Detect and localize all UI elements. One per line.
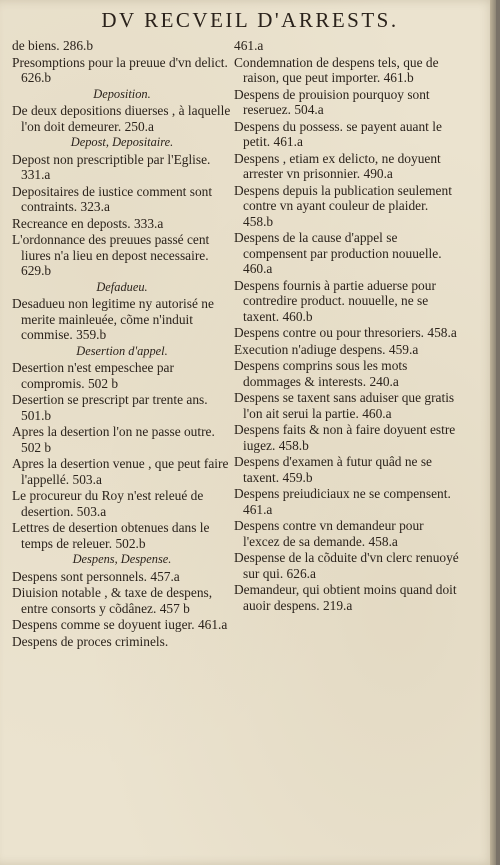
index-entry bbox=[234, 518, 460, 549]
index-entry bbox=[12, 392, 232, 423]
index-entry-text: Despens faits & non à faire doyuent estre iugez. bbox=[234, 422, 456, 453]
index-entry bbox=[234, 454, 460, 485]
index-entry bbox=[12, 424, 232, 455]
index-entry-page-ref: 502.b bbox=[115, 535, 146, 551]
index-entry-text: Despens se taxent sans aduiser que gratis l'on ait serui la partie. bbox=[234, 390, 455, 421]
index-entry-page-ref: 460.a bbox=[243, 261, 273, 276]
index-entry-text: Recreance en deposts. bbox=[12, 215, 131, 231]
index-entry-page-ref: 458.a bbox=[368, 533, 398, 549]
index-entry-text: Lettres de desertion obtenues dans le temps de releuer. bbox=[12, 520, 210, 551]
index-entry-page-ref: 502 b bbox=[21, 439, 52, 455]
index-entry-text: De deux depositions diuerses , à laquelle l'on doit demeurer. bbox=[12, 103, 231, 134]
index-entry bbox=[234, 390, 460, 421]
index-entry bbox=[12, 296, 232, 343]
index-entry-text: Le procureur du Roy n'est releué de desertion. bbox=[12, 488, 204, 519]
index-section-heading: Defadueu. bbox=[96, 279, 148, 294]
index-entry bbox=[234, 325, 460, 341]
index-entry-page-ref: 626.b bbox=[21, 70, 52, 85]
index-entry bbox=[234, 342, 460, 358]
index-entry bbox=[234, 183, 460, 230]
index-entry bbox=[12, 184, 232, 215]
index-entry-page-ref: 460.a bbox=[362, 405, 392, 421]
index-entry-page-ref: 286.b bbox=[62, 38, 94, 53]
index-entry-text: Depost non prescriptible par l'Eglise. bbox=[12, 151, 211, 167]
index-entry-page-ref: 458.a bbox=[427, 325, 457, 340]
index-entry bbox=[12, 456, 232, 487]
index-entry-text: Despens contre ou pour thresoriers. bbox=[234, 325, 425, 340]
index-entry-text: Execution n'adiuge despens. bbox=[234, 341, 386, 357]
index-entry-text: Despens de prouision pourquoy sont reseruez. bbox=[234, 86, 430, 117]
index-entry-page-ref: 331.a bbox=[21, 167, 51, 182]
index-entry-page-ref: 504.a bbox=[294, 102, 324, 117]
index-entry-page-ref: 503.a bbox=[76, 503, 107, 519]
index-entry-text: Despens de proces criminels. bbox=[12, 633, 169, 649]
index-entry bbox=[12, 216, 232, 232]
index-entry bbox=[234, 582, 460, 613]
index-entry-page-ref: 458.b bbox=[278, 437, 309, 453]
index-entry-text: Despens de la cause d'appel se compensent par production nouuelle. bbox=[234, 230, 442, 261]
index-entry bbox=[12, 520, 232, 551]
index-entry bbox=[234, 55, 460, 86]
index-section-heading: Desertion d'appel. bbox=[76, 343, 168, 358]
index-entry-text: Desertion n'est empeschee par compromis. bbox=[12, 360, 174, 391]
index-entry-page-ref: 323.a bbox=[80, 199, 110, 214]
index-entry-page-ref: 501.b bbox=[21, 407, 52, 423]
running-head-title: DV RECVEIL D'ARRESTS. bbox=[101, 8, 399, 32]
index-entry-page-ref: 459.b bbox=[282, 469, 313, 485]
index-entry bbox=[12, 617, 232, 633]
index-entry-page-ref: 490.a bbox=[363, 166, 393, 181]
index-entry bbox=[12, 38, 232, 54]
index-entry-page-ref: 457 b bbox=[159, 600, 190, 616]
index-entry bbox=[12, 634, 232, 650]
index-entry bbox=[12, 569, 232, 585]
index-entry-page-ref: 503.a bbox=[72, 471, 102, 487]
index-entry-text: Despens depuis la publication seulement contre vn ayant couleur de plaider. bbox=[234, 182, 452, 213]
index-entry-page-ref: 461.a bbox=[273, 134, 303, 149]
index-entry bbox=[12, 232, 232, 279]
index-entry-text: Despense de la cõduite d'vn clerc renuoyé sur qui. bbox=[234, 550, 459, 581]
index-entry-text: Despens comme se doyuent iuger. bbox=[12, 617, 195, 632]
index-entry-page-ref: 461.a bbox=[234, 38, 264, 53]
index-section-heading: Depost, Depositaire. bbox=[70, 135, 174, 149]
index-entry bbox=[12, 152, 232, 183]
index-entry bbox=[234, 358, 460, 389]
index-entry-text: Desertion se prescript par trente ans. bbox=[12, 392, 208, 407]
index-entry-page-ref: 458.b bbox=[243, 213, 274, 229]
index-entry-text: Despens du possess. se payent auant le petit. bbox=[234, 118, 442, 149]
index-entry bbox=[234, 550, 460, 581]
index-section-heading: Deposition. bbox=[93, 86, 151, 101]
index-entry-text: Depositaires de iustice comment sont contraints. bbox=[12, 183, 213, 214]
index-entry-page-ref: 461.b bbox=[383, 70, 414, 85]
index-entry-text: Demandeur, qui obtient moins quand doit auoir despens. bbox=[234, 582, 457, 613]
index-entry bbox=[234, 87, 460, 118]
index-entry-page-ref: 250.a bbox=[124, 118, 154, 134]
index-entry bbox=[234, 422, 460, 453]
index-entry-text: Despens , etiam ex delicto, ne doyuent arrester vn prisonnier. bbox=[234, 150, 441, 181]
index-column-left bbox=[12, 38, 232, 650]
index-entry-text: Despens sont personnels. bbox=[12, 568, 148, 584]
page-fore-edge bbox=[490, 0, 496, 865]
index-entry-text: Presomptions pour la preuue d'vn delict. bbox=[12, 54, 228, 70]
index-entry bbox=[12, 103, 232, 134]
index-entry-page-ref: 359.b bbox=[76, 327, 107, 342]
index-entry-page-ref: 240.a bbox=[369, 373, 399, 389]
index-section-heading: Despens, Despense. bbox=[72, 552, 172, 566]
index-entry-text: Despens comprins sous les mots dommages & interests. bbox=[234, 358, 408, 389]
index-entry-text: Diuision notable , & taxe de despens, entre consorts y cõdânez. bbox=[12, 585, 213, 616]
index-entry-text: Despens fournis à partie aduerse pour contredire product. nouuelle, ne se taxent. bbox=[234, 277, 436, 324]
index-entry-text: Apres la desertion venue , que peut faire l'appellé. bbox=[12, 456, 229, 487]
index-entry-page-ref: 502 b bbox=[87, 375, 119, 391]
index-entry-text: Apres la desertion l'on ne passe outre. bbox=[12, 424, 215, 439]
index-entry-text: Despens d'examen à futur quâd ne se taxent. bbox=[234, 454, 432, 485]
index-entry-text: Despens preiudiciaux ne se compensent. bbox=[234, 486, 451, 501]
index-entry-page-ref: 219.a bbox=[322, 597, 353, 613]
index-entry bbox=[12, 488, 232, 519]
index-entry-text: de biens. bbox=[12, 38, 60, 53]
index-column-right bbox=[234, 38, 460, 614]
index-entry-page-ref: 626.a bbox=[286, 565, 316, 581]
index-entry bbox=[234, 119, 460, 150]
index-entry-text: Despens contre vn demandeur pour l'excez de sa demande. bbox=[234, 518, 424, 549]
index-entry bbox=[234, 151, 460, 182]
index-entry-page-ref: 459.a bbox=[388, 341, 419, 357]
index-entry bbox=[234, 230, 460, 277]
index-entry-text: Desadueu non legitime ny autorisé ne merite mainleuée, cõme n'induit commise. bbox=[12, 296, 214, 342]
index-entry-page-ref: 457.a bbox=[150, 568, 180, 584]
running-head bbox=[0, 0, 496, 42]
index-entry-page-ref: 333.a bbox=[133, 215, 164, 231]
index-entry-page-ref: 629.b bbox=[21, 263, 52, 278]
index-entry-text: Condemnation de despens tels, que de raison, que peut importer. bbox=[234, 54, 439, 85]
index-entry bbox=[234, 278, 460, 325]
index-entry bbox=[12, 585, 232, 616]
index-entry-text: L'ordonnance des preuues passé cent liures n'a lieu en depost necessaire. bbox=[12, 232, 210, 263]
index-entry bbox=[12, 55, 232, 86]
index-entry bbox=[234, 38, 460, 54]
index-entry-page-ref: 460.b bbox=[282, 308, 313, 324]
index-entry-page-ref: 461.a bbox=[243, 501, 273, 517]
index-entry bbox=[234, 486, 460, 517]
index-entry-page-ref: 461.a bbox=[197, 617, 228, 632]
index-entry bbox=[12, 360, 232, 391]
